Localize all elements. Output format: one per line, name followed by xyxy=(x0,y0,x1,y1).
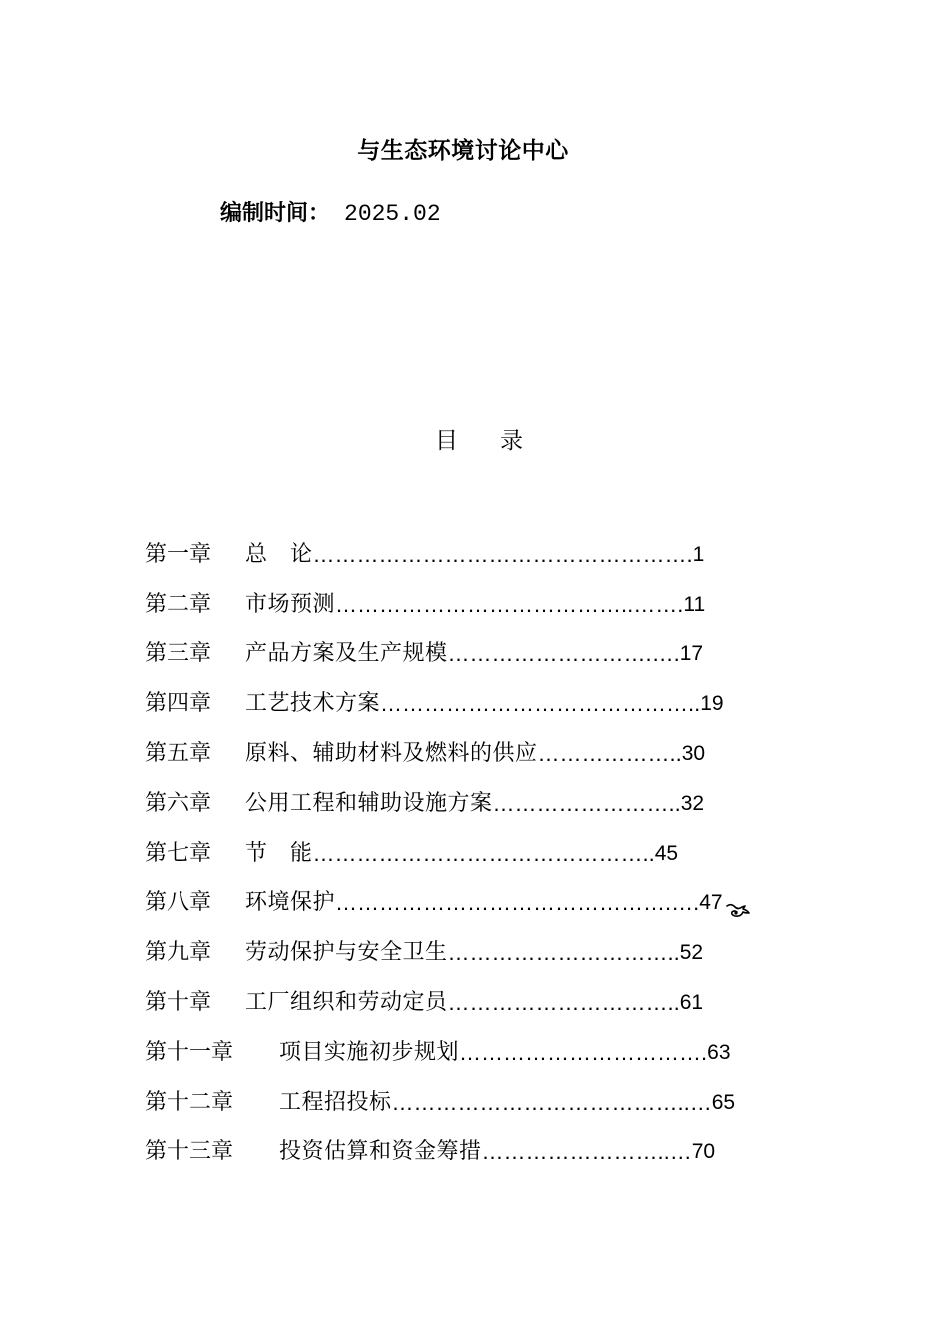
toc-entry-title: 工程招投标 xyxy=(279,1089,392,1115)
toc-leader-dots: ……………………………………………. xyxy=(312,541,693,567)
toc-list xyxy=(145,530,751,1177)
toc-chapter-label: 第五章 xyxy=(145,741,212,767)
toc-entry-9[interactable] xyxy=(145,928,751,978)
compile-time-line xyxy=(220,196,441,227)
toc-leader-dots: ……………………..… xyxy=(481,1139,692,1165)
toc-entry-title: 工厂组织和劳动定员 xyxy=(245,990,448,1016)
toc-entry-title: 工艺技术方案 xyxy=(245,691,381,717)
toc-chapter-label: 第七章 xyxy=(145,840,212,866)
toc-leader-dots: …………………………………..… xyxy=(391,1089,712,1115)
toc-entry-6[interactable] xyxy=(145,779,751,829)
toc-page-number: 52 xyxy=(679,941,704,965)
toc-page-number: 32 xyxy=(680,791,705,815)
toc-entry-11[interactable] xyxy=(145,1028,751,1078)
toc-leader-dots: ………………………….. xyxy=(447,990,680,1016)
toc-chapter-label: 第八章 xyxy=(145,890,212,916)
toc-entry-10[interactable] xyxy=(145,978,751,1028)
toc-leader-dots: ……………………………………….. xyxy=(312,840,655,866)
toc-entry-13[interactable] xyxy=(145,1128,751,1178)
toc-chapter-label: 第六章 xyxy=(145,790,212,816)
bird-glyph-icon xyxy=(725,894,751,912)
toc-leader-dots: ………………………….. xyxy=(447,940,680,966)
toc-entry-title: 原料、辅助材料及燃料的供应 xyxy=(245,741,538,767)
toc-page-number: 61 xyxy=(679,991,704,1015)
toc-entry-title: 投资估算和资金筹措 xyxy=(279,1139,482,1165)
toc-page-number: 45 xyxy=(654,841,679,865)
toc-entry-1[interactable] xyxy=(145,530,751,580)
toc-page-number: 47 xyxy=(699,891,723,915)
toc-chapter-label: 第十三章 xyxy=(145,1139,234,1165)
toc-chapter-label: 第九章 xyxy=(145,940,212,966)
toc-entry-title: 市场预测 xyxy=(245,591,336,617)
toc-heading-char-1: 目 xyxy=(435,428,458,454)
toc-page-number: 65 xyxy=(711,1090,736,1114)
toc-chapter-label: 第十一章 xyxy=(145,1039,234,1065)
toc-page-number: 11 xyxy=(683,592,706,616)
toc-leader-dots: ……………………….…. xyxy=(447,641,680,667)
toc-heading-char-2: 录 xyxy=(500,428,523,454)
toc-entry-2[interactable] xyxy=(145,580,751,630)
toc-chapter-label: 第一章 xyxy=(145,541,212,567)
toc-entry-title: 总 论 xyxy=(245,541,313,567)
toc-entry-3[interactable] xyxy=(145,630,751,680)
toc-entry-7[interactable] xyxy=(145,829,751,879)
toc-entry-5[interactable] xyxy=(145,729,751,779)
toc-entry-title: 公用工程和辅助设施方案 xyxy=(245,790,493,816)
toc-heading xyxy=(435,422,523,455)
toc-page-number: 63 xyxy=(707,1040,731,1064)
toc-entry-12[interactable] xyxy=(145,1078,751,1128)
toc-leader-dots: …………………….. xyxy=(492,790,681,816)
toc-entry-title: 节 能 xyxy=(245,840,313,866)
toc-page-number: 1 xyxy=(692,542,705,566)
toc-entry-title: 环境保护 xyxy=(245,890,336,916)
toc-leader-dots: ……………………………. xyxy=(459,1039,708,1065)
toc-chapter-label: 第二章 xyxy=(145,591,212,617)
toc-page-number: 70 xyxy=(691,1140,716,1164)
toc-entry-title: 项目实施初步规划 xyxy=(279,1039,460,1065)
toc-entry-4[interactable] xyxy=(145,679,751,729)
toc-page-number: 19 xyxy=(700,692,724,716)
toc-leader-dots: …………………………………….. xyxy=(380,691,701,717)
toc-chapter-label: 第十二章 xyxy=(145,1089,234,1115)
toc-leader-dots: …………………………………..……. xyxy=(335,591,684,617)
toc-chapter-label: 第四章 xyxy=(145,691,212,717)
toc-entry-title: 产品方案及生产规模 xyxy=(245,641,448,667)
toc-chapter-label: 第三章 xyxy=(145,641,212,667)
toc-page-number: 17 xyxy=(679,642,704,666)
toc-leader-dots: ……………….. xyxy=(537,741,682,767)
toc-chapter-label: 第十章 xyxy=(145,990,212,1016)
organization-title: 与生态环境讨论中心 xyxy=(357,138,569,164)
toc-entry-title: 劳动保护与安全卫生 xyxy=(245,940,448,966)
toc-entry-8[interactable] xyxy=(145,879,751,929)
toc-leader-dots: ……………………………………….…. xyxy=(335,890,700,916)
compile-time-label: 编制时间： xyxy=(220,201,331,226)
compile-time-value: 2025.02 xyxy=(344,201,441,227)
toc-page-number: 30 xyxy=(681,742,706,766)
